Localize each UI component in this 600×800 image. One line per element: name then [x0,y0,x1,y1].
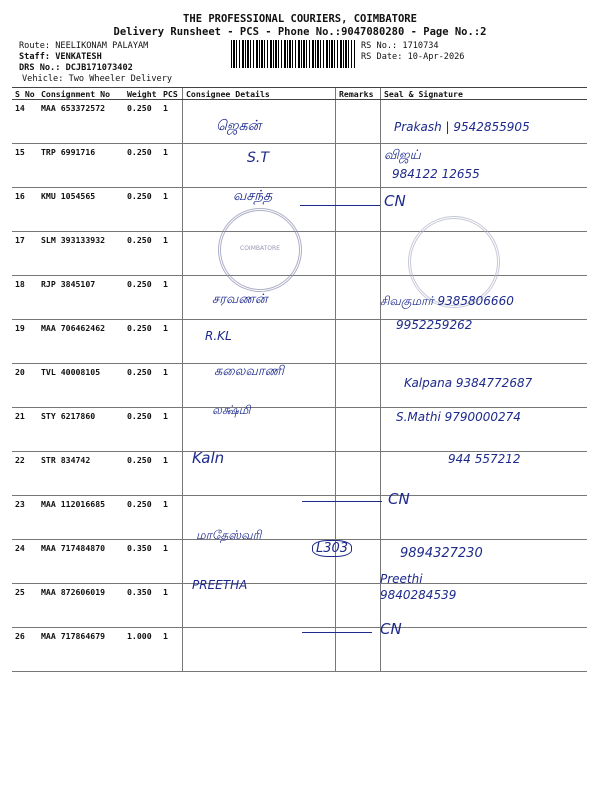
handwritten-cn-23: CN [388,490,410,508]
cell-remarks [336,408,381,452]
cell-consignment-no: STR 834742 [38,452,124,496]
cell-sno: 21 [12,408,38,452]
cell-pcs: 1 [160,364,183,408]
cell-remarks [336,100,381,144]
handwritten-name-18: சரவணன் [212,292,268,307]
cell-pcs: 1 [160,584,183,628]
route-label: Route: NEELIKONAM PALAYAM [19,41,149,51]
cell-consignment-no: MAA 706462462 [38,320,124,364]
col-weight: Weight [124,88,160,100]
handwritten-signature-21a: Kalpana 9384772687 [404,376,533,390]
cell-seal-signature [381,496,588,540]
drs-label: DRS No.: DCJB171073402 [19,63,133,73]
cell-consignee [183,408,336,452]
cell-consignment-no: TVL 40008105 [38,364,124,408]
cell-remarks [336,584,381,628]
cell-consignee [183,628,336,672]
company-stamp [218,208,302,292]
strike-line-16 [300,205,380,206]
cell-weight: 0.250 [124,144,160,188]
strike-line-26 [302,632,372,633]
cell-sno: 23 [12,496,38,540]
cell-remarks [336,628,381,672]
table-header-row [12,88,587,100]
handwritten-phone-24: 9894327230 [400,546,483,561]
cell-consignment-no: MAA 717864679 [38,628,124,672]
cell-sno: 18 [12,276,38,320]
cell-seal-signature [381,188,588,232]
cell-consignment-no: MAA 112016685 [38,496,124,540]
cell-pcs: 1 [160,452,183,496]
col-remarks: Remarks [336,88,381,100]
stamp-text: COIMBATORE [240,245,280,253]
handwritten-flat-24: L303 [312,540,352,557]
cell-remarks [336,188,381,232]
cell-weight: 0.250 [124,232,160,276]
cell-sno: 20 [12,364,38,408]
handwritten-signature-15: விஜய் [384,148,421,163]
cell-remarks [336,276,381,320]
cell-sno: 22 [12,452,38,496]
table-row [12,540,587,584]
cell-sno: 14 [12,100,38,144]
handwritten-phone-22: 944 557212 [448,452,521,466]
cell-weight: 0.250 [124,276,160,320]
handwritten-phone-25: 9840284539 [380,588,457,602]
cell-consignment-no: MAA 653372572 [38,100,124,144]
cell-pcs: 1 [160,496,183,540]
table-row [12,584,587,628]
rs-number: RS No.: 1710734 [361,41,439,51]
table-row [12,628,587,672]
cell-pcs: 1 [160,276,183,320]
cell-consignment-no: KMU 1054565 [38,188,124,232]
handwritten-signature-18: சிவகுமார் 9385806660 [380,294,514,308]
handwritten-signature-21b: S.Mathi 9790000274 [396,410,521,424]
cell-weight: 1.000 [124,628,160,672]
strike-line-23 [302,501,382,502]
cell-weight: 0.350 [124,540,160,584]
cell-consignment-no: TRP 6991716 [38,144,124,188]
vehicle-label: Vehicle: Two Wheeler Delivery [22,74,173,84]
cell-sno: 16 [12,188,38,232]
handwritten-name-21: லக்ஷ்மி [212,403,251,417]
handwritten-signature-25: Preethi [380,572,423,586]
staff-label: Staff: VENKATESH [19,52,102,62]
cell-pcs: 1 [160,232,183,276]
table-row [12,188,587,232]
handwritten-name-20: கலைவாணி [214,364,284,379]
cell-pcs: 1 [160,188,183,232]
handwritten-name-24: மாதேஸ்வரி [196,528,262,542]
col-sno: S No [12,88,38,100]
handwritten-name-15: S.T [247,150,269,166]
cell-weight: 0.250 [124,188,160,232]
col-consignee: Consignee Details [183,88,336,100]
cell-consignment-no: SLM 393133932 [38,232,124,276]
handwritten-phone-19: 9952259262 [396,318,473,332]
col-seal: Seal & Signature [381,88,588,100]
barcode [231,40,355,68]
table-row [12,496,587,540]
cell-weight: 0.250 [124,452,160,496]
cell-pcs: 1 [160,144,183,188]
cell-pcs: 1 [160,100,183,144]
cell-pcs: 1 [160,628,183,672]
cell-sno: 25 [12,584,38,628]
handwritten-cn-26: CN [380,620,402,638]
handwritten-name-22: Kaln [192,449,225,467]
cell-pcs: 1 [160,320,183,364]
handwritten-name-19: R.KL [205,329,232,343]
cell-consignment-no: MAA 872606019 [38,584,124,628]
cell-consignment-no: MAA 717484870 [38,540,124,584]
table-row [12,144,587,188]
cell-remarks [336,144,381,188]
cell-remarks [336,364,381,408]
handwritten-name-25: PREETHA [192,578,248,592]
cell-pcs: 1 [160,408,183,452]
rs-date: RS Date: 10-Apr-2026 [361,52,465,62]
cell-weight: 0.250 [124,496,160,540]
company-title: THE PROFESSIONAL COURIERS, COIMBATORE [183,13,417,25]
cell-consignment-no: STY 6217860 [38,408,124,452]
cell-remarks [336,320,381,364]
cell-weight: 0.250 [124,364,160,408]
cell-remarks [336,452,381,496]
cell-sno: 19 [12,320,38,364]
cell-seal-signature [381,628,588,672]
handwritten-cn-16: CN [384,192,406,210]
handwritten-signature-14: Prakash | 9542855905 [394,120,530,134]
cell-remarks [336,232,381,276]
handwritten-phone-15: 984122 12655 [392,167,480,181]
table-row [12,320,587,364]
cell-weight: 0.250 [124,408,160,452]
runsheet-subtitle: Delivery Runsheet - PCS - Phone No.:9047080280 - Page No.:2 [113,26,487,38]
cell-weight: 0.250 [124,100,160,144]
cell-sno: 15 [12,144,38,188]
handwritten-name-14: ஜெகன் [216,118,262,134]
cell-pcs: 1 [160,540,183,584]
cell-sno: 26 [12,628,38,672]
cell-weight: 0.250 [124,320,160,364]
cell-consignment-no: RJP 3845107 [38,276,124,320]
cell-sno: 17 [12,232,38,276]
cell-weight: 0.350 [124,584,160,628]
cell-sno: 24 [12,540,38,584]
handwritten-name-16: வசந்த [233,188,273,204]
col-pcs: PCS [160,88,183,100]
col-consignment: Consignment No [38,88,124,100]
cell-remarks [336,496,381,540]
